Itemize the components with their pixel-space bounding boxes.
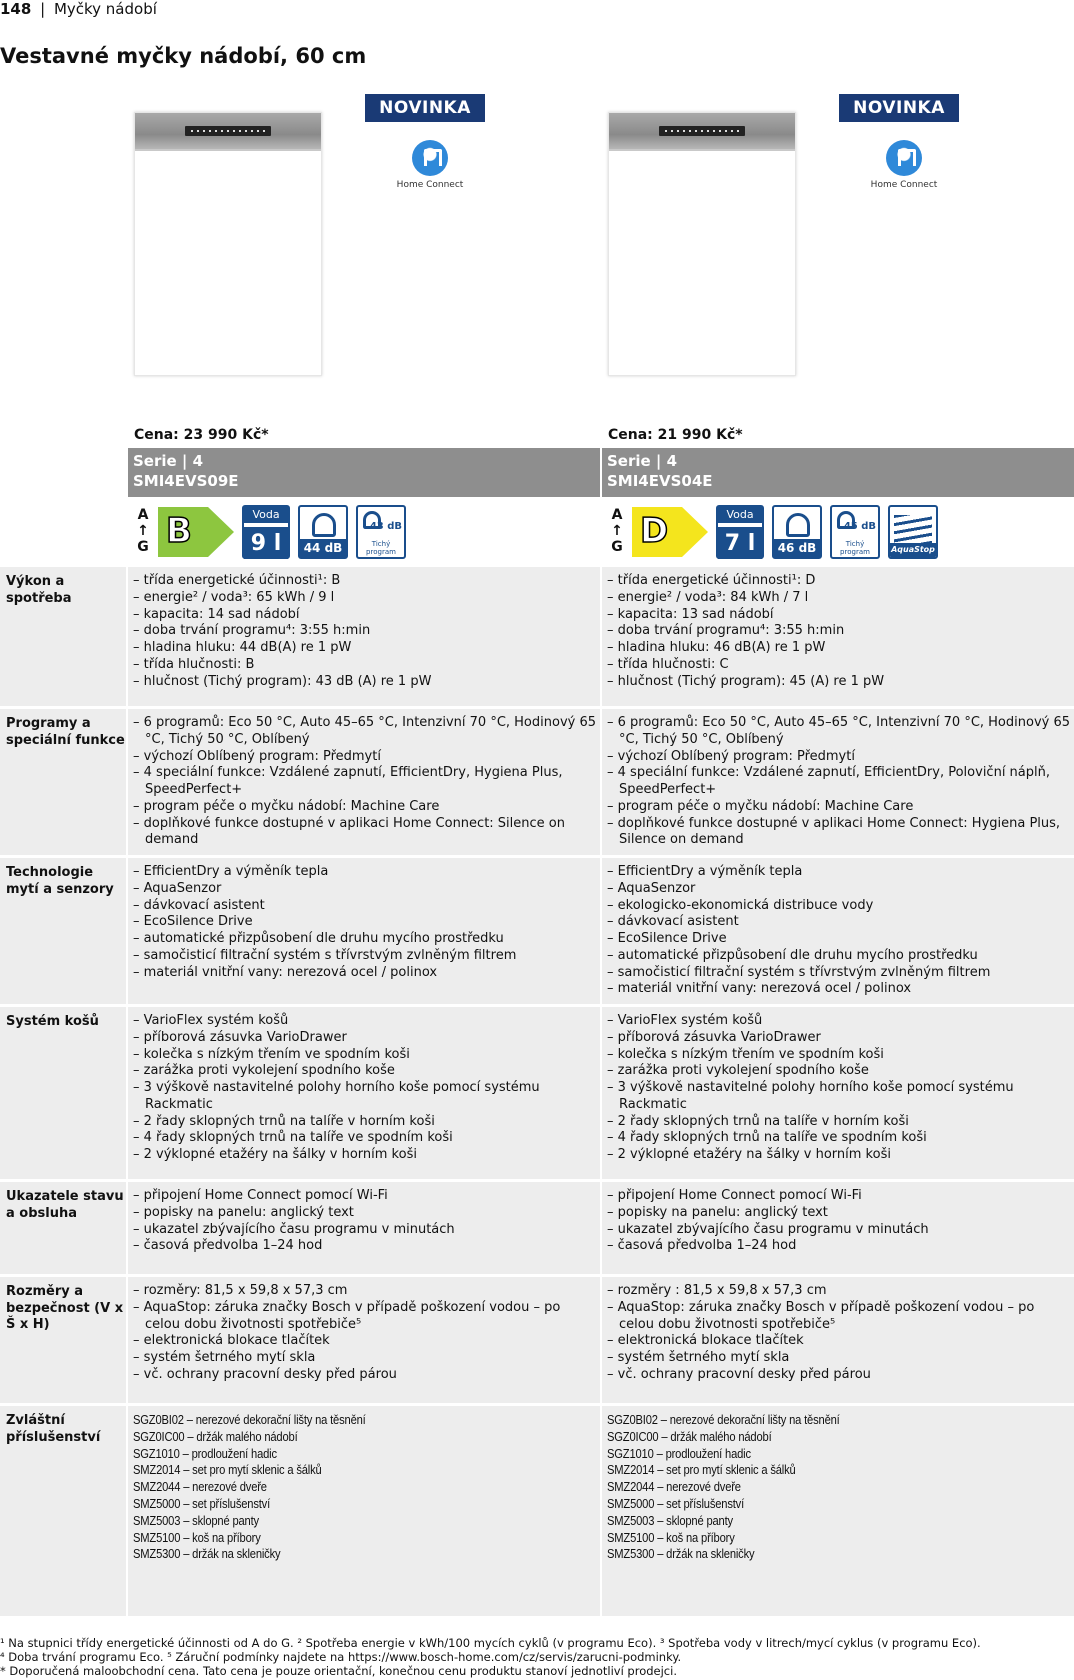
- spec-item: SMZ5100 – koš na příbory: [133, 1529, 261, 1545]
- footnotes: [0, 1636, 1074, 1679]
- spec-item: – doba trvání programu⁴: 3:55 h:min: [607, 623, 1070, 640]
- spec-item: – ekologicko-ekonomická distribuce vody: [607, 898, 1070, 915]
- spec-item: – program péče o myčku nádobí: Machine Care: [607, 799, 1070, 816]
- header-separator: |: [40, 0, 46, 18]
- spec-item: – 2 výklopné etažéry na šálky v horním koši: [133, 1147, 596, 1164]
- spec-item: – samočisticí filtrační systém s třívrstvým zvlněným filtrem: [133, 948, 596, 965]
- spec-item: – kolečka s nízkým třením ve spodním koši: [133, 1047, 596, 1064]
- section-name: Myčky nádobí: [53, 0, 157, 18]
- spec-item: – 3 výškově nastavitelné polohy horního koše pomocí systému Rackmatic: [133, 1080, 596, 1114]
- spec-item: SMZ5003 – sklopné panty: [133, 1512, 259, 1528]
- home-connect-logo: Home Connect: [864, 140, 944, 200]
- noise-level-icon: 46 dB: [772, 505, 822, 559]
- spec-item: – ukazatel zbývajícího času programu v minutách: [133, 1222, 596, 1239]
- serie-label: Serie | 4: [607, 452, 678, 470]
- spec-item: SGZ0BI02 – nerezové dekorační lišty na těsnění: [133, 1412, 366, 1427]
- spec-item: – připojení Home Connect pomocí Wi-Fi: [133, 1188, 596, 1205]
- spec-cell-product-2: [602, 1182, 1074, 1277]
- spec-cell-product-2: [602, 709, 1074, 858]
- energy-class-letter: D: [640, 511, 669, 551]
- spec-item: – elektronická blokace tlačítek: [607, 1333, 1070, 1350]
- spec-item: – 6 programů: Eco 50 °C, Auto 45–65 °C, Intenzivní 70 °C, Hodinový 65 °C, Tichý 50 °C, Oblíbený: [607, 715, 1070, 749]
- row-label: Systém košů: [6, 1014, 99, 1029]
- spec-item: – materiál vnitřní vany: nerezová ocel / polinox: [133, 965, 596, 982]
- row-label: Technologie mytí a senzory: [6, 865, 114, 897]
- spec-item: – 4 řady sklopných trnů na talíře ve spodním koši: [607, 1130, 1070, 1147]
- spec-item: SMZ5300 – držák na skleničky: [607, 1546, 755, 1562]
- footnote-1: ¹ Na stupnici třídy energetické účinnosti od A do G. ² Spotřeba energie v kWh/100 mycích cyklů (v programu Eco). ³ Spotřeba vody v litrech/mycí cyklus (v programu Eco).: [0, 1636, 981, 1650]
- spec-item: – kapacita: 14 sad nádobí: [133, 607, 596, 624]
- spec-item: – dávkovací asistent: [607, 914, 1070, 931]
- spec-item: SMZ5100 – koš na příbory: [607, 1529, 735, 1545]
- spec-item: – 4 řady sklopných trnů na talíře ve spodním koši: [133, 1130, 596, 1147]
- spec-item: – automatické přizpůsobení dle druhu mycího prostředku: [133, 931, 596, 948]
- spec-item: SMZ2044 – nerezové dveře: [607, 1479, 741, 1495]
- spec-item: – AquaStop: záruka značky Bosch v případě poškození vodou – po celou dobu životnosti spotřebiče⁵: [607, 1300, 1070, 1334]
- spec-cell-product-2: [602, 567, 1074, 709]
- row-label: Programy a speciální funkce: [6, 716, 125, 748]
- spec-item: – doplňkové funkce dostupné v aplikaci Home Connect: Silence on demand: [133, 816, 596, 850]
- spec-item: – rozměry : 81,5 x 59,8 x 57,3 cm: [607, 1283, 1070, 1300]
- model-number: SMI4EVS09E: [133, 472, 239, 490]
- novinka-badge: NOVINKA: [839, 94, 959, 122]
- spec-item: – EfficientDry a výměník tepla: [607, 864, 1070, 881]
- row-label: Výkon a spotřeba: [6, 574, 72, 606]
- spec-item: – AquaStop: záruka značky Bosch v případě poškození vodou – po celou dobu životnosti spotřebiče⁵: [133, 1300, 596, 1334]
- spec-item: – AquaSenzor: [607, 881, 1070, 898]
- row-label: Rozměry a bezpečnost (V x Š x H): [6, 1284, 124, 1332]
- footnote-3: * Doporučená maloobchodní cena. Tato cena je pouze orientační, konečnou cenu produktu stanoví jednotliví prodejci.: [0, 1664, 677, 1679]
- spec-item: – 2 řady sklopných trnů na talíře v horním koši: [133, 1114, 596, 1131]
- page-title: Vestavné myčky nádobí, 60 cm: [0, 44, 367, 68]
- spec-item: – výchozí Oblíbený program: Předmytí: [607, 749, 1070, 766]
- spec-item: – kolečka s nízkým třením ve spodním koši: [607, 1047, 1070, 1064]
- spec-item: – VarioFlex systém košů: [133, 1013, 596, 1030]
- quiet-program-icon: 43 dB Tichý program: [356, 505, 406, 559]
- spec-item: – třída energetické účinnosti¹: D: [607, 573, 1070, 590]
- spec-cell-product-1: [128, 1007, 600, 1182]
- aquastop-icon: AquaStop: [888, 505, 938, 559]
- spec-row-technology: [0, 858, 1074, 1007]
- spec-cell-product-1: [128, 709, 600, 858]
- energy-labels-2: [608, 505, 1028, 560]
- spec-item: – připojení Home Connect pomocí Wi-Fi: [607, 1188, 1070, 1205]
- model-number: SMI4EVS04E: [607, 472, 713, 490]
- spec-item: – EcoSilence Drive: [607, 931, 1070, 948]
- spec-item: – časová předvolba 1–24 hod: [133, 1238, 596, 1255]
- spec-item: – popisky na panelu: anglický text: [607, 1205, 1070, 1222]
- novinka-badge: NOVINKA: [365, 94, 485, 122]
- page-header: [0, 0, 157, 18]
- spec-item: – třída energetické účinnosti¹: B: [133, 573, 596, 590]
- noise-level-icon: 44 dB: [298, 505, 348, 559]
- spec-item: – systém šetrného mytí skla: [607, 1350, 1070, 1367]
- spec-row-accessories: [0, 1406, 1074, 1619]
- dishwasher-image: [134, 112, 322, 376]
- spec-item: – automatické přizpůsobení dle druhu mycího prostředku: [607, 948, 1070, 965]
- spec-item: – hlučnost (Tichý program): 45 (A) re 1 pW: [607, 674, 1070, 691]
- spec-cell-product-2: [602, 1406, 1074, 1619]
- spec-item: – příborová zásuvka VarioDrawer: [133, 1030, 596, 1047]
- spec-item: SMZ5003 – sklopné panty: [607, 1512, 733, 1528]
- spec-item: – výchozí Oblíbený program: Předmytí: [133, 749, 596, 766]
- spec-item: – zarážka proti vykolejení spodního koše: [607, 1063, 1070, 1080]
- spec-item: – 4 speciální funkce: Vzdálené zapnutí, EfficientDry, Hygiena Plus, SpeedPerfect+: [133, 765, 596, 799]
- spec-item: – 2 výklopné etažéry na šálky v horním koši: [607, 1147, 1070, 1164]
- spec-item: SMZ5000 – set příslušenství: [133, 1495, 271, 1511]
- quiet-program-icon: 45 dB Tichý program: [830, 505, 880, 559]
- product-image-1: [128, 98, 606, 380]
- spec-item: – EcoSilence Drive: [133, 914, 596, 931]
- spec-item: SGZ0IC00 – držák malého nádobí: [133, 1428, 298, 1444]
- home-connect-logo: Home Connect: [390, 140, 470, 200]
- spec-row-dimensions: [0, 1277, 1074, 1406]
- spec-row-controls: [0, 1182, 1074, 1277]
- spec-item: SMZ2014 – set pro mytí sklenic a šálků: [607, 1462, 796, 1478]
- spec-item: SGZ0IC00 – držák malého nádobí: [607, 1428, 772, 1444]
- arrow-up-icon: ↑: [137, 523, 149, 539]
- spec-item: – EfficientDry a výměník tepla: [133, 864, 596, 881]
- spec-item: – ukazatel zbývajícího času programu v minutách: [607, 1222, 1070, 1239]
- energy-labels-1: [134, 505, 554, 560]
- energy-class-arrow: [632, 507, 708, 557]
- spec-cell-product-1: [128, 567, 600, 709]
- energy-class-letter: B: [166, 511, 192, 551]
- spec-item: – dávkovací asistent: [133, 898, 596, 915]
- spec-item: – doplňkové funkce dostupné v aplikaci Home Connect: Hygiena Plus, Silence on demand: [607, 816, 1070, 850]
- serie-header-1: [128, 448, 600, 497]
- spec-item: SMZ2014 – set pro mytí sklenic a šálků: [133, 1462, 322, 1478]
- spec-item: – samočisticí filtrační systém s třívrstvým zvlněným filtrem: [607, 965, 1070, 982]
- spec-item: – elektronická blokace tlačítek: [133, 1333, 596, 1350]
- page-number: 148: [0, 0, 32, 18]
- spec-cell-product-2: [602, 1007, 1074, 1182]
- spec-item: – časová předvolba 1–24 hod: [607, 1238, 1070, 1255]
- spec-item: – kapacita: 13 sad nádobí: [607, 607, 1070, 624]
- spec-cell-product-1: [128, 858, 600, 1007]
- spec-item: – energie² / voda³: 84 kWh / 7 l: [607, 590, 1070, 607]
- spec-row-baskets: [0, 1007, 1074, 1182]
- energy-class-label: A ↑ G D: [608, 505, 708, 559]
- water-consumption-icon: Voda 7 l: [716, 505, 764, 559]
- spec-item: – 4 speciální funkce: Vzdálené zapnutí, EfficientDry, Poloviční náplň, SpeedPerfect+: [607, 765, 1070, 799]
- serie-header-2: [602, 448, 1074, 497]
- spec-item: – vč. ochrany pracovní desky před párou: [133, 1367, 596, 1384]
- spec-item: SMZ2044 – nerezové dveře: [133, 1479, 267, 1495]
- energy-class-label: A ↑ G B: [134, 505, 234, 559]
- spec-item: – materiál vnitřní vany: nerezová ocel / polinox: [607, 981, 1070, 998]
- spec-cell-product-1: [128, 1406, 600, 1619]
- spec-item: – třída hlučnosti: B: [133, 657, 596, 674]
- spec-item: – program péče o myčku nádobí: Machine Care: [133, 799, 596, 816]
- price-2: Cena: 21 990 Kč*: [608, 427, 743, 443]
- row-label: Ukazatele stavu a obsluha: [6, 1189, 124, 1221]
- spec-item: – doba trvání programu⁴: 3:55 h:min: [133, 623, 596, 640]
- spec-item: – třída hlučnosti: C: [607, 657, 1070, 674]
- spec-item: SMZ5300 – držák na skleničky: [133, 1546, 281, 1562]
- spec-cell-product-2: [602, 1277, 1074, 1406]
- arrow-up-icon: ↑: [611, 523, 623, 539]
- spec-row-programs: [0, 709, 1074, 858]
- spec-item: – příborová zásuvka VarioDrawer: [607, 1030, 1070, 1047]
- serie-label: Serie | 4: [133, 452, 204, 470]
- spec-row-performance: [0, 567, 1074, 709]
- spec-item: – zarážka proti vykolejení spodního koše: [133, 1063, 596, 1080]
- spec-item: – VarioFlex systém košů: [607, 1013, 1070, 1030]
- spec-item: SGZ1010 – prodloužení hadic: [607, 1445, 751, 1461]
- spec-item: – vč. ochrany pracovní desky před párou: [607, 1367, 1070, 1384]
- spec-item: SGZ0BI02 – nerezové dekorační lišty na těsnění: [607, 1412, 840, 1427]
- spec-item: – hladina hluku: 46 dB(A) re 1 pW: [607, 640, 1070, 657]
- spec-item: – 2 řady sklopných trnů na talíře v horním koši: [607, 1114, 1070, 1131]
- row-label: Zvláštní příslušenství: [6, 1413, 101, 1445]
- water-consumption-icon: Voda 9 l: [242, 505, 290, 559]
- spec-item: – 6 programů: Eco 50 °C, Auto 45–65 °C, Intenzivní 70 °C, Hodinový 65 °C, Tichý 50 °C, Oblíbený: [133, 715, 596, 749]
- dishwasher-image: [608, 112, 796, 376]
- spec-item: SMZ5000 – set příslušenství: [607, 1495, 745, 1511]
- spec-item: – popisky na panelu: anglický text: [133, 1205, 596, 1222]
- spec-item: – energie² / voda³: 65 kWh / 9 l: [133, 590, 596, 607]
- footnote-2: ⁴ Doba trvání programu Eco. ⁵ Záruční podmínky najdete na https://www.bosch-home.com/cz/servis/zarucni-podminky.: [0, 1650, 682, 1665]
- energy-class-arrow: [158, 507, 234, 557]
- product-image-2: [602, 98, 1074, 380]
- spec-item: – 3 výškově nastavitelné polohy horního koše pomocí systému Rackmatic: [607, 1080, 1070, 1114]
- spec-cell-product-2: [602, 858, 1074, 1007]
- spec-item: – AquaSenzor: [133, 881, 596, 898]
- spec-cell-product-1: [128, 1277, 600, 1406]
- price-1: Cena: 23 990 Kč*: [134, 427, 269, 443]
- spec-item: – hlučnost (Tichý program): 43 dB (A) re 1 pW: [133, 674, 596, 691]
- home-connect-icon: [886, 140, 922, 176]
- spec-item: – hladina hluku: 44 dB(A) re 1 pW: [133, 640, 596, 657]
- spec-cell-product-1: [128, 1182, 600, 1277]
- home-connect-icon: [412, 140, 448, 176]
- spec-item: – rozměry: 81,5 x 59,8 x 57,3 cm: [133, 1283, 596, 1300]
- spec-item: SGZ1010 – prodloužení hadic: [133, 1445, 277, 1461]
- spec-item: – systém šetrného mytí skla: [133, 1350, 596, 1367]
